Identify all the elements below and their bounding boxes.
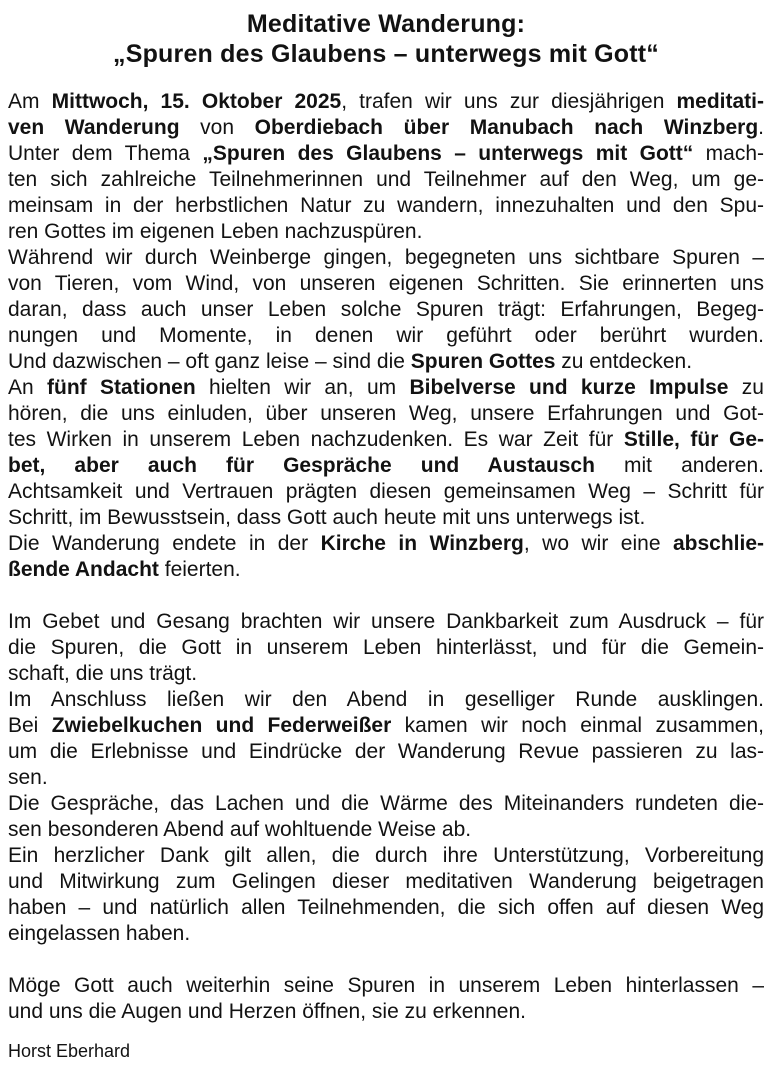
regular-text: von <box>179 116 255 139</box>
text-line <box>8 739 764 765</box>
text-line <box>8 999 764 1025</box>
paragraph <box>8 245 764 375</box>
text-line <box>8 713 764 739</box>
bold-text: ven Wanderung <box>8 116 180 139</box>
regular-text: kamen wir noch einmal zusammen, <box>391 714 764 737</box>
regular-text: Achtsamkeit und Vertrauen prägten diesen gemeinsamen Weg – Schritt für <box>8 480 764 503</box>
bold-text: abschlie- <box>672 532 764 555</box>
regular-text: tes Wirken in unserem Leben nachzudenken. Es war Zeit für <box>8 428 624 451</box>
bold-text: Stille, für Ge- <box>623 428 764 451</box>
regular-text: Während wir durch Weinberge gingen, begegneten uns sichtbare Spuren – <box>8 246 764 269</box>
text-line <box>8 375 764 401</box>
regular-text: , trafen wir uns zur diesjährigen <box>341 90 677 113</box>
regular-text: Am <box>8 90 52 113</box>
paragraph <box>8 843 764 947</box>
regular-text: und uns die Augen und Herzen öffnen, sie zu erkennen. <box>8 1000 526 1023</box>
regular-text: eingelassen haben. <box>8 922 191 945</box>
bold-text: Zwiebelkuchen und Federweißer <box>51 714 392 737</box>
text-line <box>8 973 764 999</box>
regular-text: sen. <box>8 766 48 789</box>
text-line <box>8 557 764 583</box>
text-line <box>8 297 764 323</box>
bold-text: „Spuren des Glaubens – unterwegs mit Gott“ <box>202 142 694 165</box>
paragraph <box>8 791 764 843</box>
regular-text: mach- <box>693 142 764 165</box>
text-line <box>8 401 764 427</box>
text-line <box>8 869 764 895</box>
regular-text: schaft, die uns trägt. <box>8 662 198 685</box>
bold-text: Mittwoch, 15. Oktober 2025 <box>51 90 342 113</box>
regular-text: ten sich zahlreiche Teilnehmerinnen und Teilnehmer auf den Weg, um ge- <box>8 168 764 191</box>
text-line <box>8 687 764 713</box>
text-line <box>8 505 764 531</box>
text-line <box>8 89 764 115</box>
regular-text: Unter dem Thema <box>8 142 203 165</box>
text-line <box>8 661 764 687</box>
regular-text: mit anderen. <box>594 454 764 477</box>
regular-text: und Mitwirkung zum Gelingen dieser meditativen Wanderung beigetragen <box>8 870 764 893</box>
text-line <box>8 453 764 479</box>
regular-text: . <box>758 116 764 139</box>
regular-text: um die Erlebnisse und Eindrücke der Wanderung Revue passieren zu las- <box>8 740 764 763</box>
text-line <box>8 115 764 141</box>
regular-text: , wo wir eine <box>523 532 673 555</box>
text-line <box>8 843 764 869</box>
text-line <box>8 791 764 817</box>
document-body <box>8 89 764 1025</box>
text-line <box>8 323 764 349</box>
text-line <box>8 765 764 791</box>
bold-text: bet, aber auch für Gespräche und Austausch <box>8 454 595 477</box>
document-title <box>8 9 764 69</box>
paragraph <box>8 973 764 1025</box>
text-line <box>8 479 764 505</box>
regular-text: sen besonderen Abend auf wohltuende Weise ab. <box>8 818 472 841</box>
text-line <box>8 349 764 375</box>
paragraph <box>8 89 764 245</box>
regular-text: hielten wir an, um <box>195 376 410 399</box>
signature-author: Horst Eberhard <box>8 1041 131 1061</box>
regular-text: An <box>8 376 48 399</box>
text-line <box>8 531 764 557</box>
text-line <box>8 271 764 297</box>
regular-text: Im Gebet und Gesang brachten wir unsere Dankbarkeit zum Ausdruck – für <box>8 610 764 633</box>
regular-text: haben – und natürlich allen Teilnehmenden, die sich offen auf diesen Weg <box>8 896 764 919</box>
text-line <box>8 245 764 271</box>
regular-text: ren Gottes im eigenen Leben nachzuspüren. <box>8 220 423 243</box>
paragraph <box>8 609 764 687</box>
regular-text: Bei <box>8 714 52 737</box>
regular-text: Die Gespräche, das Lachen und die Wärme des Miteinanders rundeten die- <box>8 792 764 815</box>
paragraph <box>8 531 764 583</box>
text-line <box>8 193 764 219</box>
text-line <box>8 635 764 661</box>
regular-text: daran, dass auch unser Leben solche Spuren trägt: Erfahrungen, Begeg- <box>8 298 764 321</box>
paragraph <box>8 375 764 531</box>
bold-text: Kirche in Winzberg <box>320 532 524 555</box>
bold-text: ßende Andacht <box>8 558 159 581</box>
regular-text: meinsam in der herbstlichen Natur zu wandern, innezuhalten und den Spu- <box>8 194 764 217</box>
bold-text: Spuren Gottes <box>410 350 556 373</box>
bold-text: fünf Stationen <box>47 376 196 399</box>
bold-text: Oberdiebach über Manubach nach Winzberg <box>254 116 759 139</box>
regular-text: Die Wanderung endete in der <box>8 532 321 555</box>
regular-text: Möge Gott auch weiterhin seine Spuren in unserem Leben hinterlassen – <box>8 974 764 997</box>
text-line <box>8 817 764 843</box>
regular-text: von Tieren, vom Wind, von unseren eigenen Schritten. Sie erinnerten uns <box>8 272 764 295</box>
paragraph <box>8 687 764 791</box>
regular-text: zu <box>728 376 764 399</box>
title-line-1: Meditative Wanderung: <box>246 10 526 38</box>
text-line <box>8 167 764 193</box>
regular-text: nungen und Momente, in denen wir geführt oder berührt wurden. <box>8 324 764 347</box>
text-line <box>8 427 764 453</box>
title-line-2: „Spuren des Glaubens – unterwegs mit Gott“ <box>113 40 659 68</box>
bold-text: meditati- <box>676 90 764 113</box>
bold-text: Bibelverse und kurze Impulse <box>409 376 729 399</box>
regular-text: Ein herzlicher Dank gilt allen, die durch ihre Unterstützung, Vorbereitung <box>8 844 764 867</box>
regular-text: Im Anschluss ließen wir den Abend in geselliger Runde ausklingen. <box>8 688 764 711</box>
regular-text: hören, die uns einluden, über unseren Weg, unsere Erfahrungen und Got- <box>8 402 764 425</box>
text-line <box>8 141 764 167</box>
regular-text: zu entdecken. <box>555 350 693 373</box>
text-line <box>8 219 764 245</box>
regular-text: feierten. <box>158 558 241 581</box>
regular-text: Schritt, im Bewusstsein, dass Gott auch heute mit uns unterwegs ist. <box>8 506 646 529</box>
text-line <box>8 609 764 635</box>
text-line <box>8 895 764 921</box>
regular-text: die Spuren, die Gott in unserem Leben hinterlässt, und für die Gemein- <box>8 636 764 659</box>
text-line <box>8 921 764 947</box>
regular-text: Und dazwischen – oft ganz leise – sind die <box>8 350 411 373</box>
